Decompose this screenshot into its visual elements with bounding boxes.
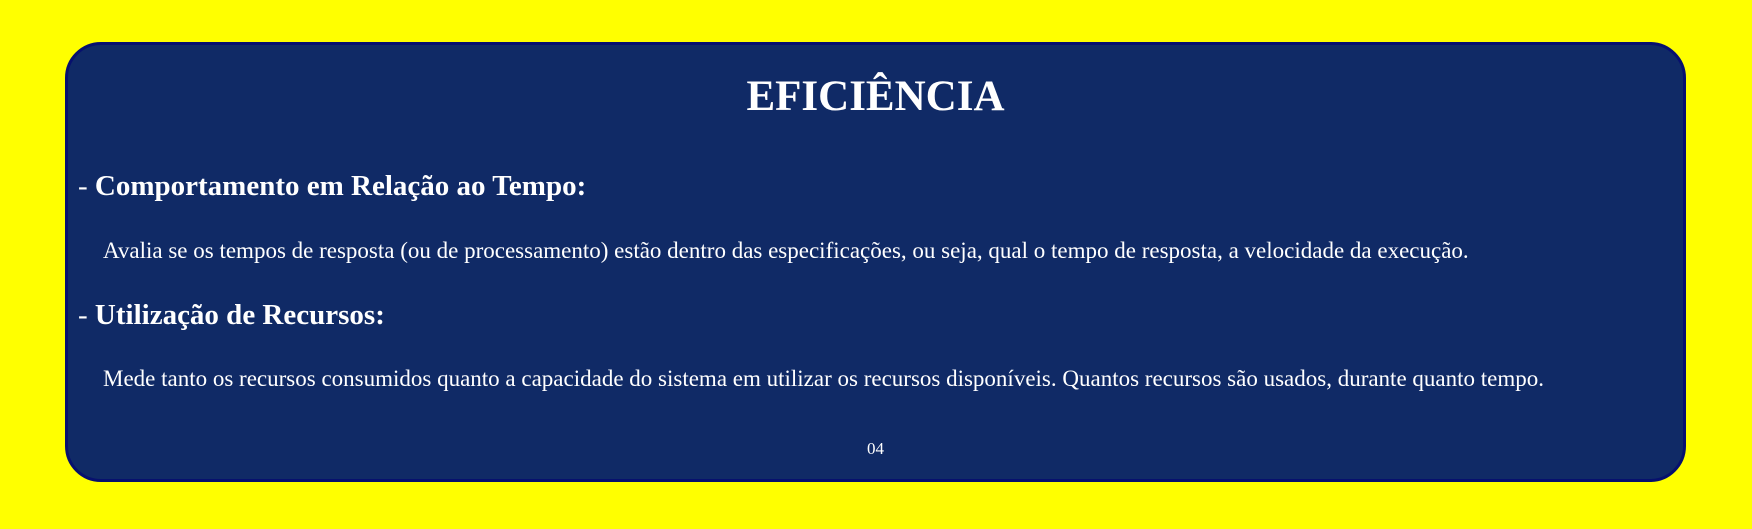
heading-dash: -	[78, 170, 95, 202]
content-card	[65, 42, 1686, 482]
section-body-resource-utilization: Mede tanto os recursos consumidos quanto a capacidade do sistema em utilizar os recursos disponíveis. Quantos recursos são usados, durante quanto tempo.	[103, 366, 1544, 391]
heading-label: Utilização de Recursos:	[94, 299, 385, 331]
page-number: 04	[867, 439, 884, 458]
section-heading-time-behavior	[78, 172, 586, 201]
heading-dash: -	[78, 299, 95, 331]
heading-label: Comportamento em Relação ao Tempo:	[94, 170, 587, 202]
section-body-time-behavior: Avalia se os tempos de resposta (ou de processamento) estão dentro das especificações, ou seja, qual o tempo de resposta, a velocidade da execução.	[103, 238, 1469, 263]
slide-title: EFICIÊNCIA	[746, 73, 1005, 120]
section-heading-resource-utilization	[78, 301, 385, 330]
